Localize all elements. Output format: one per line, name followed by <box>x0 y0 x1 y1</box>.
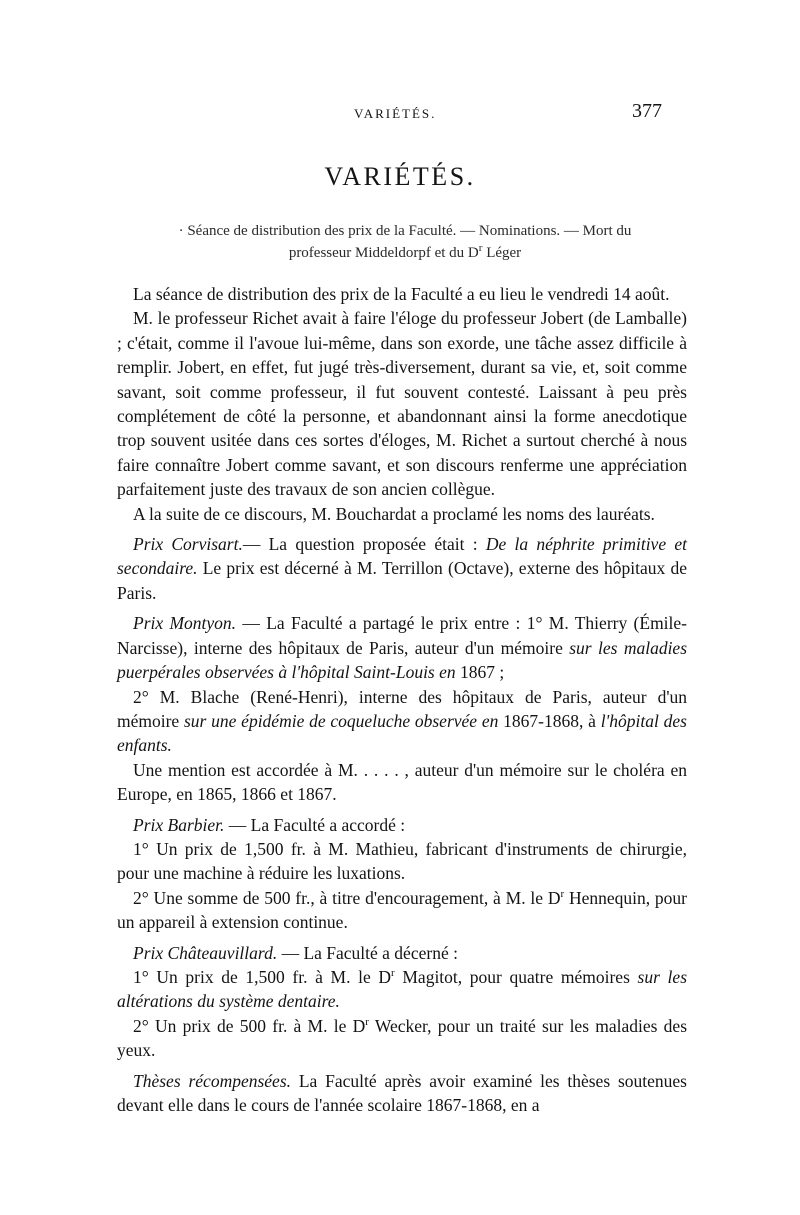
corvisart-text-1: — La question proposée était : <box>242 534 486 555</box>
montyon-second-1: 2° M. Blache (René-Henri), interne des hôpitaux de Paris, auteur d'un mémoire <box>117 686 687 731</box>
paragraph-laureats: A la suite de ce discours, M. Bouchardat a proclamé les noms des lauréats. <box>133 503 655 524</box>
article-title: VARIÉTÉS. <box>324 162 476 191</box>
paragraph-chateau-2 <box>117 1014 687 1063</box>
subtitle-line-2 <box>110 242 700 264</box>
chateau-2-sup: r <box>365 1015 369 1028</box>
paragraph-seance: La séance de distribution des prix de la Faculté a eu lieu le vendredi 14 août. <box>133 284 670 304</box>
page-number: 377 <box>632 100 662 122</box>
prize-label-corvisart: Prix Corvisart. <box>133 534 243 555</box>
barbier-2-sup: r <box>560 887 565 900</box>
prize-label-chateauvillard: Prix Châteauvillard. <box>133 942 278 963</box>
barbier-2b: Hennequin, pour un appareil à extension continue. <box>117 887 687 933</box>
chateau-1a: 1° Un prix de 1,500 fr. à M. le D <box>133 966 392 987</box>
montyon-second-2: 1867-1868, à <box>498 710 601 731</box>
running-title: VARIÉTÉS. <box>354 106 437 121</box>
paragraph-prix-chateauvillard <box>117 941 687 965</box>
theses-text: La Faculté après avoir examiné les thèses soutenues devant elle dans le cours de l'année scolaire 1867-1868, en a <box>117 1070 687 1115</box>
paragraph-prix-montyon <box>117 611 687 684</box>
chateau-1-subject: sur les altérations du système dentaire. <box>117 966 687 1012</box>
corvisart-text-2: Le prix est décerné à M. Terrillon (Octave), externe des hôpitaux de Paris. <box>117 558 687 603</box>
paragraph-theses <box>117 1069 687 1118</box>
chateau-1b: Magitot, pour quatre mémoires <box>394 966 638 987</box>
running-head <box>0 100 800 130</box>
montyon-text-1: — La Faculté a partagé le prix entre : 1° M. Thierry (Émile-Narcisse), interne des hôpitaux de Paris, auteur d'un mémoire <box>117 613 687 658</box>
article-subtitle <box>110 220 700 264</box>
paragraph-montyon-mention: Une mention est accordée à M. . . . . , auteur d'un mémoire sur le choléra en Europe, en 1865, 1866 et 1867. <box>117 759 687 805</box>
paragraph-chateau-1 <box>117 965 687 1014</box>
montyon-text-2: 1867 ; <box>455 662 505 683</box>
paragraph-prix-corvisart <box>117 532 687 605</box>
corvisart-subject: De la néphrite primitive et secondaire. <box>117 534 687 579</box>
subtitle-line-1: · Séance de distribution des prix de la Faculté. — Nominations. — Mort du <box>178 223 632 239</box>
paragraph-montyon-second <box>117 685 687 758</box>
prize-label-montyon: Prix Montyon. <box>133 613 237 634</box>
montyon-subject-3: l'hôpital des enfants. <box>117 710 687 756</box>
montyon-subject-1: sur les maladies puerpérales observées à l'hôpital Saint-Louis en <box>117 637 688 683</box>
subtitle-line-2-text: professeur Middeldorpf et du D <box>288 245 479 261</box>
paragraph-prix-barbier <box>117 813 687 837</box>
subtitle-sup: r <box>478 242 483 254</box>
chateau-2a: 2° Un prix de 500 fr. à M. le D <box>133 1015 366 1036</box>
article-body <box>117 282 687 1117</box>
paragraph-barbier-2 <box>117 886 687 935</box>
barbier-2a: 2° Une somme de 500 fr., à titre d'encouragement, à M. le D <box>133 887 561 908</box>
subtitle-line-2-end: Léger <box>482 245 522 261</box>
barbier-text: — La Faculté a accordé : <box>224 814 406 835</box>
chateau-1-sup: r <box>391 967 395 980</box>
prize-label-barbier: Prix Barbier. <box>133 814 225 835</box>
chateau-2b: Wecker, pour un traité sur les maladies des yeux. <box>117 1015 688 1061</box>
paragraph-eloge: M. le professeur Richet avait à faire l'éloge du professeur Jobert (de Lamballe) ; c'était, comme il l'avoue lui-même, dans son exorde, une tâche assez difficile à remplir. Jobert, en effet, fut jugé très-diversement, durant sa vie, et, soit comme savant, soit comme professeur, il fut souvent contesté. Laissant à peu près complétement de côté la personne, et abandonnant ainsi la forme anecdotique trop souvent usitée dans ces sortes d'éloges, M. Richet a surtout cherché à nous faire connaître Jobert comme savant, et son discours renferme une appréciation parfaitement juste des travaux de son ancien collègue. <box>117 308 687 500</box>
prize-label-theses: Thèses récompensées. <box>133 1070 291 1091</box>
montyon-subject-2: sur une épidémie de coqueluche observée en <box>183 710 499 731</box>
chateau-text: — La Faculté a décerné : <box>277 942 458 963</box>
paragraph-barbier-1: 1° Un prix de 1,500 fr. à M. Mathieu, fabricant d'instruments de chirurgie, pour une machine à réduire les luxations. <box>117 838 687 884</box>
